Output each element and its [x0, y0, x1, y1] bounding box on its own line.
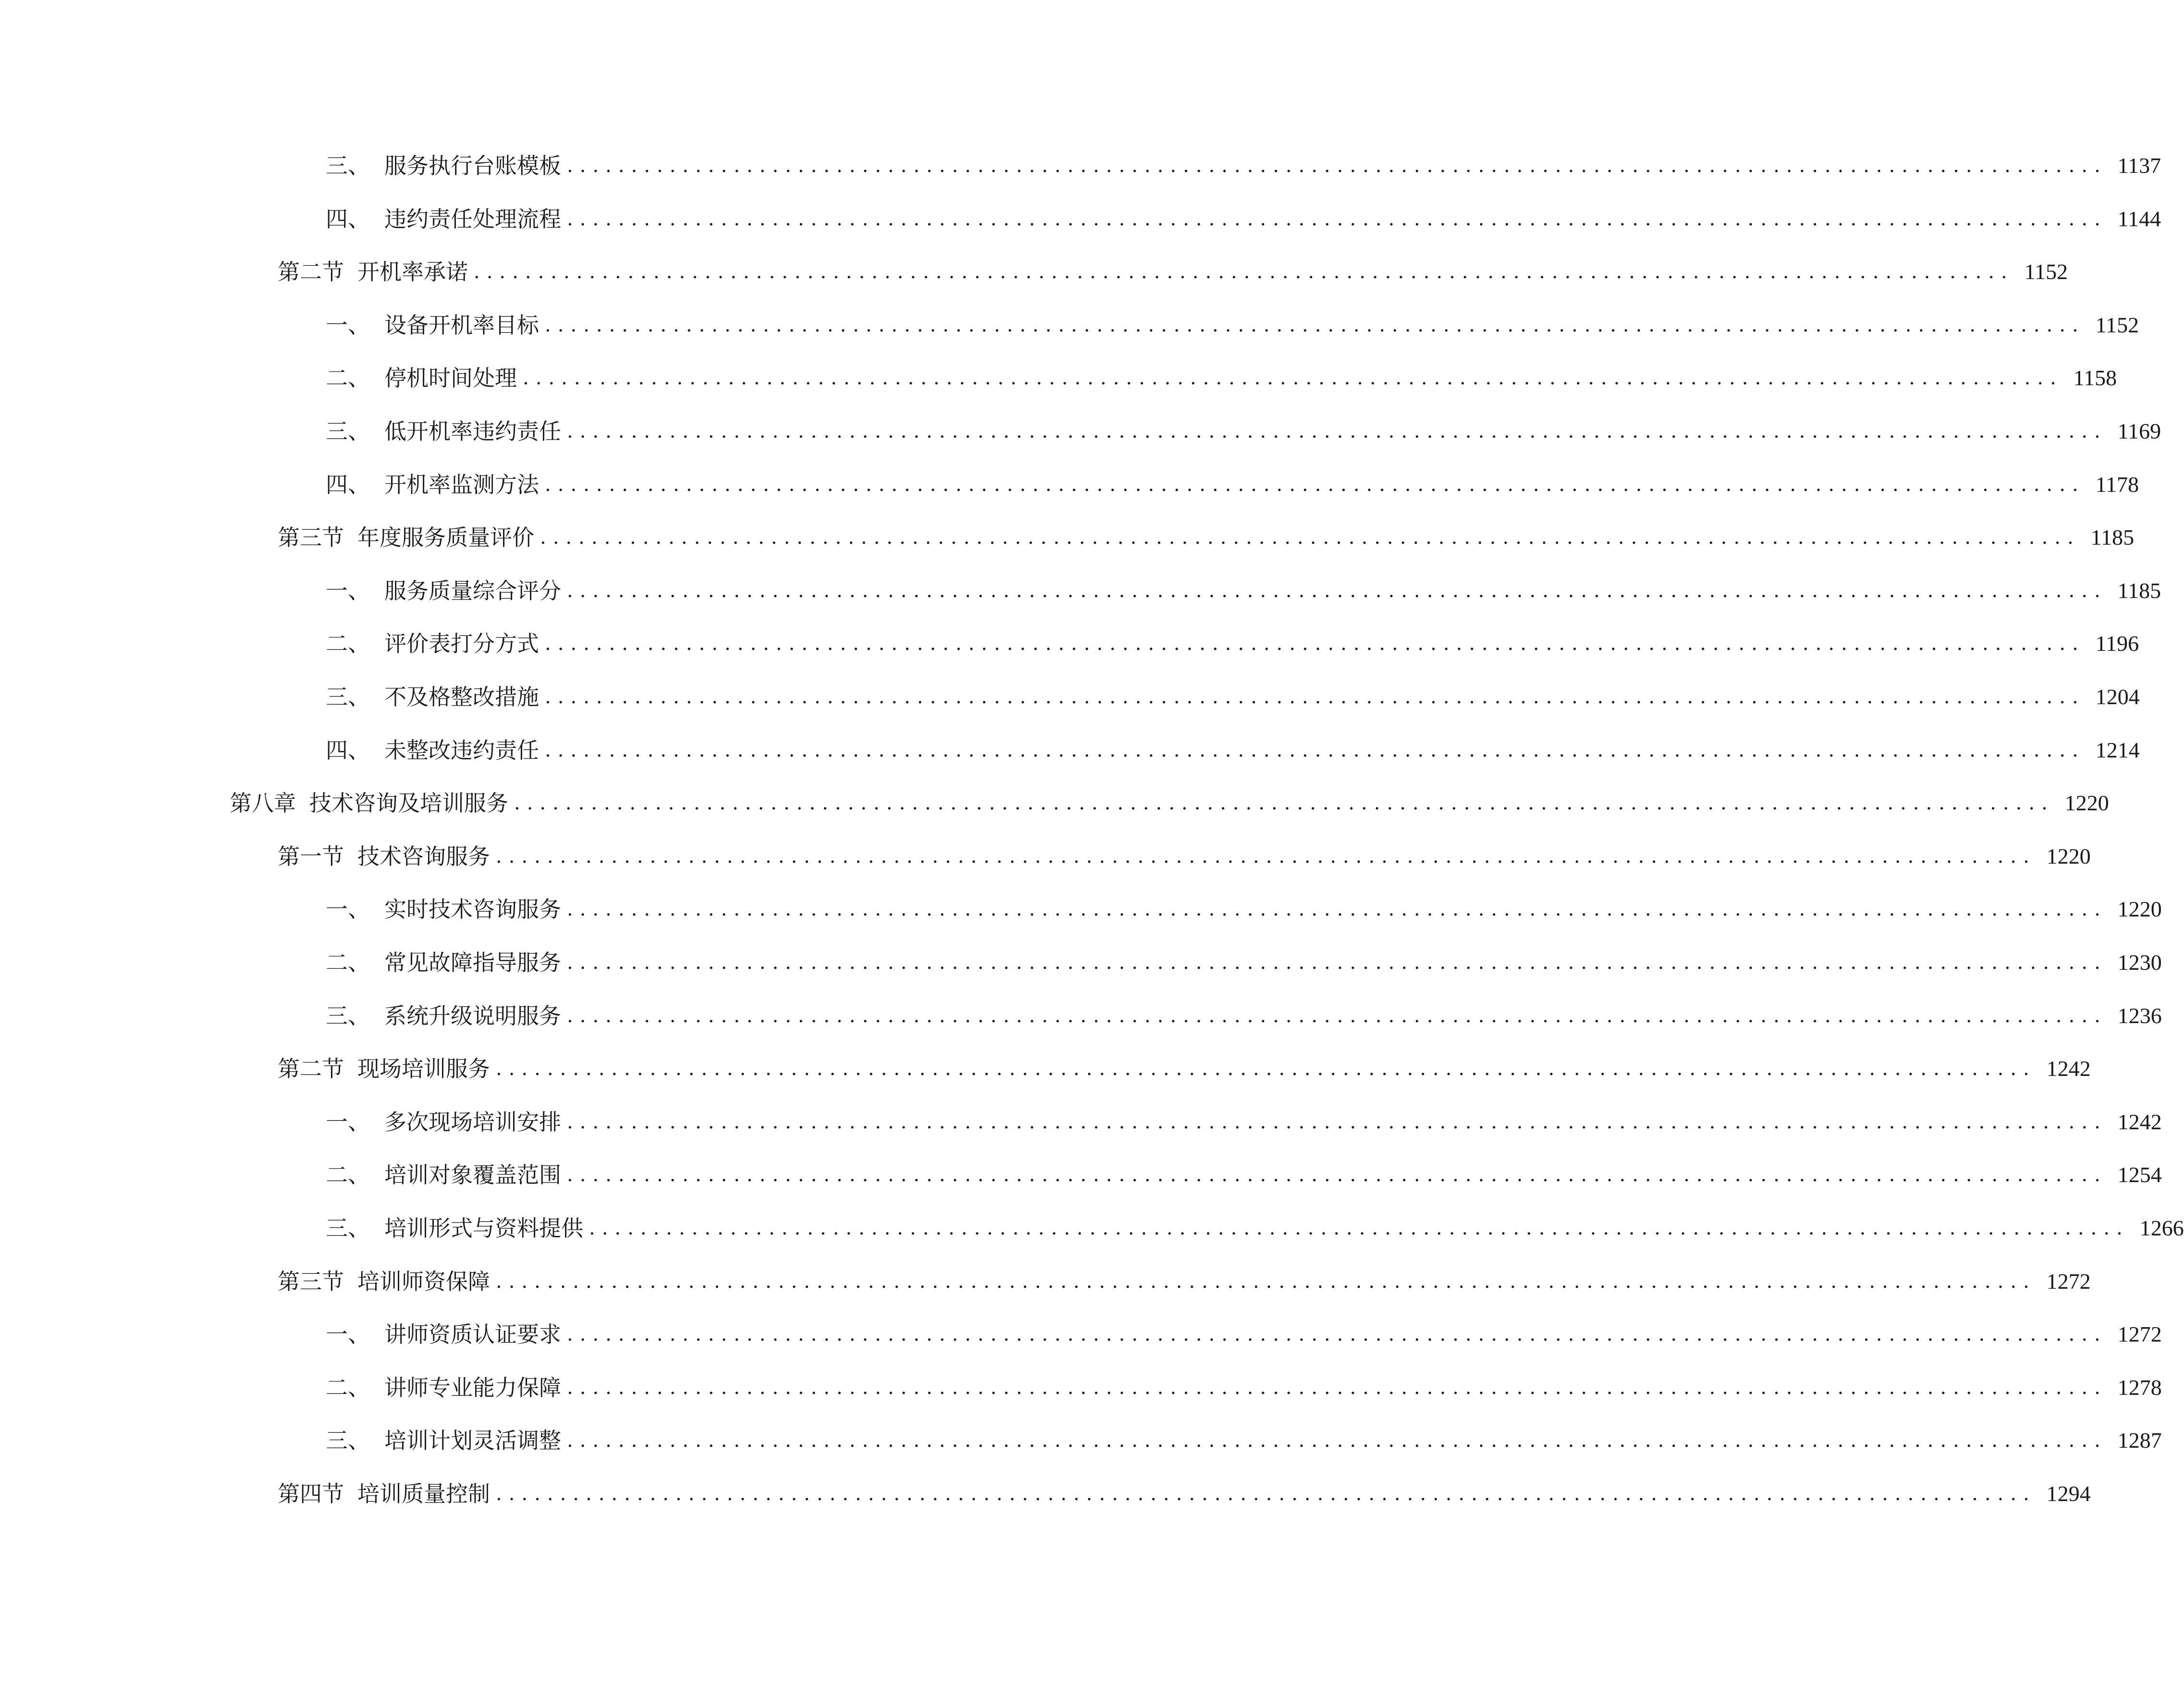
toc-entry-number: 第三节 [278, 525, 344, 550]
toc-entry-page-number: 1220 [2117, 897, 2162, 921]
toc-entry[interactable] [326, 572, 2161, 610]
toc-entry-page-number: 1178 [2095, 472, 2139, 497]
toc-entry-title: 培训对象覆盖范围 [384, 1162, 561, 1188]
toc-entry-title: 培训形式与资料提供 [384, 1215, 583, 1241]
toc-entry-number: 二、 [326, 1375, 370, 1401]
toc-entry-number: 四、 [326, 206, 370, 232]
toc-entry[interactable] [278, 837, 2091, 876]
toc-dot-leader: ........................................................................................................................ [496, 1483, 2036, 1505]
toc-entry-page-number: 1278 [2117, 1375, 2162, 1400]
toc-entry-number: 一、 [326, 312, 370, 338]
toc-dot-leader: ........................................................................................................................ [567, 952, 2107, 974]
toc-entry-title: 服务执行台账模板 [384, 153, 561, 179]
toc-entry[interactable] [326, 997, 2162, 1035]
toc-entry-number: 第三节 [278, 1269, 344, 1294]
toc-entry-number: 一、 [326, 1109, 370, 1135]
toc-entry-number: 四、 [326, 737, 370, 763]
toc-entry-title: 开机率监测方法 [384, 472, 539, 498]
toc-entry-page-number: 1266 [2139, 1216, 2184, 1240]
toc-entry-page-number: 1220 [2064, 791, 2109, 815]
toc-entry-title: 评价表打分方式 [384, 631, 539, 657]
toc-entry[interactable] [326, 412, 2161, 451]
toc-entry-title: 未整改违约责任 [384, 737, 539, 763]
toc-entry-number: 第八章 [230, 790, 296, 816]
toc-dot-leader: ........................................................................................................................ [567, 1111, 2107, 1133]
toc-dot-leader: ........................................................................................................................ [567, 208, 2107, 230]
toc-entry[interactable] [230, 784, 2109, 822]
toc-entry-title: 设备开机率目标 [384, 312, 539, 338]
toc-entry-title: 开机率承诺 [357, 259, 468, 285]
toc-entry-title: 常见故障指导服务 [384, 950, 561, 976]
toc-dot-leader: ........................................................................................................................ [567, 1164, 2107, 1186]
toc-entry-page-number: 1185 [2117, 578, 2161, 603]
toc-entry-page-number: 1242 [2117, 1110, 2162, 1134]
toc-entry-title: 技术咨询及培训服务 [309, 790, 508, 816]
toc-dot-leader: ........................................................................................................................ [589, 1217, 2129, 1239]
toc-dot-leader: ........................................................................................................................ [567, 420, 2107, 442]
toc-entry-page-number: 1169 [2117, 419, 2161, 443]
toc-dot-leader: ........................................................................................................................ [567, 1005, 2107, 1027]
toc-dot-leader: ........................................................................................................................ [567, 1377, 2107, 1399]
toc-entry-number: 三、 [326, 153, 370, 179]
toc-entry-page-number: 1294 [2046, 1481, 2091, 1506]
toc-entry[interactable] [326, 1103, 2162, 1141]
toc-entry-title: 讲师专业能力保障 [384, 1375, 561, 1401]
toc-entry-page-number: 1185 [2090, 525, 2135, 549]
toc-dot-leader: ........................................................................................................................ [514, 792, 2054, 814]
toc-entry-title: 培训质量控制 [357, 1481, 490, 1507]
toc-dot-leader: ........................................................................................................................ [545, 739, 2085, 761]
toc-dot-leader: ........................................................................................................................ [567, 580, 2107, 602]
toc-entry-number: 三、 [326, 1003, 370, 1029]
toc-entry[interactable] [326, 200, 2161, 238]
toc-entry[interactable] [278, 253, 2068, 291]
toc-entry-number: 二、 [326, 950, 370, 976]
toc-entry[interactable] [326, 678, 2140, 716]
toc-entry[interactable] [326, 943, 2162, 982]
toc-entry[interactable] [326, 1209, 2184, 1247]
toc-dot-leader: ........................................................................................................................ [523, 367, 2063, 389]
toc-entry[interactable] [326, 1156, 2162, 1194]
toc-entry-number: 第一节 [278, 843, 344, 869]
toc-entry-title: 讲师资质认证要求 [384, 1321, 561, 1347]
toc-entry-number: 二、 [326, 365, 370, 391]
toc-entry-number: 三、 [326, 1428, 370, 1453]
toc-entry-page-number: 1144 [2117, 207, 2161, 231]
toc-dot-leader: ........................................................................................................................ [567, 1429, 2107, 1452]
toc-entry-page-number: 1158 [2073, 366, 2117, 390]
toc-entry-number: 三、 [326, 684, 370, 710]
toc-entry-title: 低开机率违约责任 [384, 418, 561, 444]
toc-dot-leader: ........................................................................................................................ [567, 1323, 2107, 1345]
toc-entry-page-number: 1236 [2117, 1003, 2162, 1028]
toc-dot-leader: ........................................................................................................................ [545, 314, 2085, 336]
toc-entry[interactable] [326, 890, 2162, 928]
toc-entry-page-number: 1242 [2046, 1056, 2091, 1081]
toc-entry-number: 三、 [326, 418, 370, 444]
toc-entry[interactable] [326, 624, 2139, 663]
toc-entry-number: 第二节 [278, 1056, 344, 1082]
toc-entry-number: 第二节 [278, 259, 344, 285]
toc-entry-page-number: 1214 [2095, 738, 2140, 762]
toc-dot-leader: ........................................................................................................................ [545, 474, 2085, 496]
toc-entry-page-number: 1272 [2046, 1269, 2091, 1294]
toc-entry[interactable] [326, 306, 2139, 344]
toc-entry[interactable] [326, 1368, 2162, 1407]
toc-entry-page-number: 1204 [2095, 684, 2140, 709]
toc-entry-number: 一、 [326, 1321, 370, 1347]
toc-entry-title: 不及格整改措施 [384, 684, 539, 710]
toc-entry-title: 技术咨询服务 [357, 843, 490, 869]
toc-entry-page-number: 1287 [2117, 1428, 2162, 1453]
toc-dot-leader: ........................................................................................................................ [474, 261, 2014, 283]
toc-entry-page-number: 1254 [2117, 1162, 2162, 1187]
toc-entry-title: 服务质量综合评分 [384, 578, 561, 604]
toc-entry[interactable] [326, 1421, 2162, 1460]
toc-entry-page-number: 1230 [2117, 950, 2162, 975]
toc-entry-title: 系统升级说明服务 [384, 1003, 561, 1029]
toc-dot-leader: ........................................................................................................................ [540, 526, 2080, 549]
toc-dot-leader: ........................................................................................................................ [567, 155, 2107, 177]
toc-entry-page-number: 1152 [2024, 259, 2068, 284]
toc-entry-title: 违约责任处理流程 [384, 206, 561, 232]
toc-entry-number: 二、 [326, 1162, 370, 1188]
toc-entry-title: 培训师资保障 [357, 1269, 490, 1294]
toc-entry-title: 多次现场培训安排 [384, 1109, 561, 1135]
toc-entry[interactable] [326, 147, 2161, 185]
toc-dot-leader: ........................................................................................................................ [496, 1058, 2036, 1080]
toc-entry[interactable] [326, 731, 2140, 769]
toc-entry-page-number: 1196 [2095, 631, 2139, 656]
toc-entry[interactable] [278, 1050, 2091, 1088]
toc-entry-number: 一、 [326, 896, 370, 922]
toc-entry-title: 培训计划灵活调整 [384, 1428, 561, 1453]
toc-entry-number: 一、 [326, 578, 370, 604]
toc-dot-leader: ........................................................................................................................ [545, 633, 2085, 655]
toc-entry-number: 二、 [326, 631, 370, 657]
toc-entry-title: 实时技术咨询服务 [384, 896, 561, 922]
toc-entry[interactable] [326, 1315, 2162, 1354]
toc-entry-title: 年度服务质量评价 [357, 525, 534, 550]
toc-entry[interactable] [278, 1262, 2091, 1301]
toc-entry-number: 四、 [326, 472, 370, 498]
toc-entry-number: 第四节 [278, 1481, 344, 1507]
toc-entry-page-number: 1272 [2117, 1322, 2162, 1346]
toc-entry-title: 停机时间处理 [384, 365, 517, 391]
toc-entry[interactable] [326, 359, 2117, 397]
toc-entry-page-number: 1137 [2117, 153, 2161, 178]
toc-entry[interactable] [326, 465, 2139, 504]
toc-entry-number: 三、 [326, 1215, 370, 1241]
toc-entry[interactable] [278, 1475, 2091, 1513]
toc-entry-page-number: 1220 [2046, 844, 2091, 868]
toc-dot-leader: ........................................................................................................................ [496, 845, 2036, 867]
toc-dot-leader: ........................................................................................................................ [545, 686, 2085, 708]
toc-dot-leader: ........................................................................................................................ [567, 898, 2107, 920]
toc-entry-page-number: 1152 [2095, 313, 2139, 337]
toc-dot-leader: ........................................................................................................................ [496, 1270, 2036, 1293]
toc-entry-title: 现场培训服务 [357, 1056, 490, 1082]
toc-entry[interactable] [278, 518, 2135, 557]
